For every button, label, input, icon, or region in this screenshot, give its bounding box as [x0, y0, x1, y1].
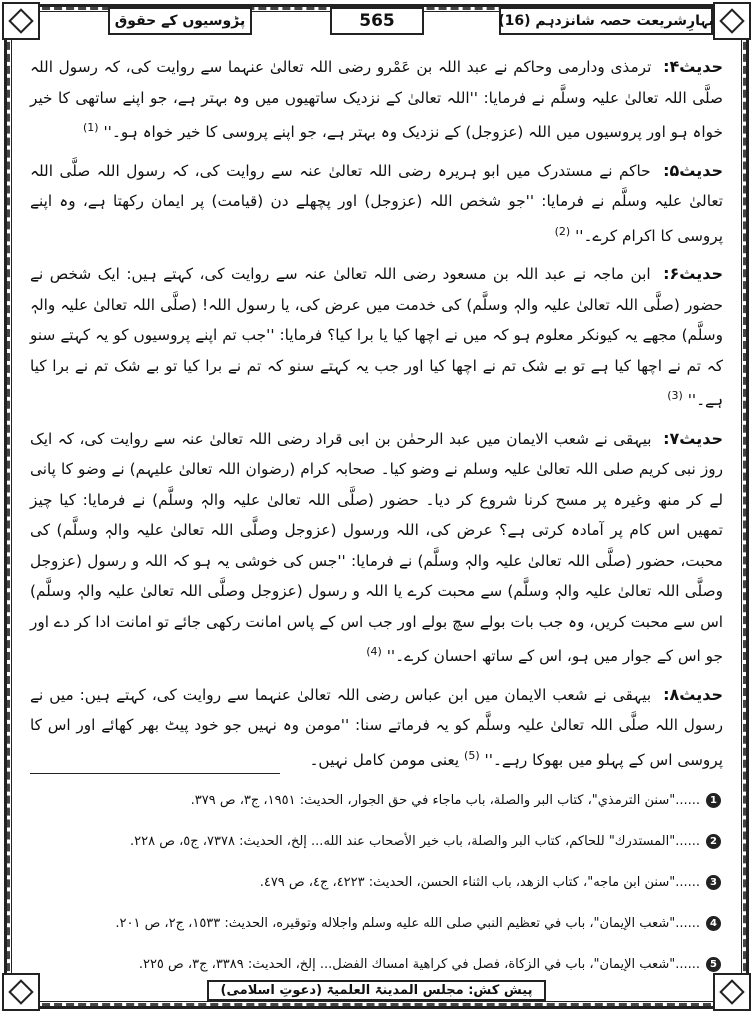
hadith-title: حدیث۷:: [663, 428, 723, 448]
footnote-item: [30, 903, 721, 944]
hadith-paragraph: [30, 52, 723, 148]
footnote-number-badge: 3: [706, 875, 721, 890]
footnote-text: ......"شعب الإيمان"، باب في الزكاة، فصل في كراهية امساك الفضل... إلخ، الحديث: ٣٣٨٩، ج٣، ص ٢٢٥.: [138, 957, 700, 972]
hadith-text: حاکم نے مستدرک میں ابو ہریرہ رضی اللہ تعالیٰ عنہ سے روایت کی، کہ رسول اللہ صلَّی اللہ تعالیٰ علیہ وسلَّم نے فرمایا: ''جو شخص اللہ (عزوجل) اور پچھلے دن (قیامت) پر ایمان رکھتا ہے، وہ اپنے پروسی کا اکرام کرے۔'': [30, 161, 723, 245]
hadith-paragraph: [30, 156, 723, 252]
footnotes: [30, 780, 721, 985]
footnote-number-badge: 1: [706, 793, 721, 808]
footnote-item: [30, 821, 721, 862]
hadith-title: حدیث۴:: [663, 57, 723, 76]
footnote-divider: [30, 773, 280, 774]
page-number: 565: [330, 7, 424, 35]
footnote-number-badge: 2: [706, 834, 721, 849]
page-header: [30, 5, 723, 35]
footnote-ref: (1): [83, 121, 99, 134]
footnote-item: [30, 780, 721, 821]
footnote-ref: (2): [554, 224, 571, 238]
footnote-ref: (3): [667, 389, 683, 403]
footnote-text: ......"سنن ابن ماجه"، كتاب الزهد، باب الثناء الحسن، الحديث: ٤٢٢٣، ج٤، ص ٤٧٩.: [259, 875, 700, 890]
chapter-title: پڑوسیوں کے حقوق: [108, 7, 252, 35]
hadith-text: بیہقی نے شعب الایمان میں ابن عباس رضی اللہ تعالیٰ عنہما سے روایت کی، کہتے ہیں: میں نے رسول اللہ صلَّی اللہ تعالیٰ علیہ وسلَّم کو یہ فرماتے سنا: ''مومن وہ نہیں جو خود پیٹ بھر کھائے اور اس کا پروسی اس کے پہلو میں بھوکا رہے۔'': [30, 685, 723, 769]
hadith-paragraph: [30, 259, 723, 416]
hadith-title: حدیث۵:: [663, 160, 723, 180]
hadith-paragraph: [30, 680, 723, 776]
footnote-text: ......"شعب الإيمان"، باب في تعظيم النبي صلى الله عليه وسلم واجلاله وتوقيره، الحديث: ١٥٣٣، ج٢، ص ٢٠١.: [115, 916, 700, 931]
book-title: بہارِشریعت حصہ شانزدہم (16): [499, 7, 713, 35]
hadith-title: حدیث۶:: [663, 264, 723, 284]
footnote-number-badge: 4: [706, 916, 721, 931]
publisher-credit: پیش کش: مجلس المدینۃ العلمیۃ (دعوتِ اسلامی): [207, 980, 547, 1001]
footnote-item: [30, 862, 721, 903]
hadith-paragraph: [30, 424, 723, 672]
main-text: [30, 52, 723, 783]
page-footer: [0, 975, 753, 1005]
footnote-ref: (4): [366, 645, 382, 659]
footnote-text: ......"المستدرك" للحاكم، كتاب البر والصلة، باب خير الأصحاب عند الله... إلخ، الحديث: ٧٣٧٨، ج٥، ص ٢٢٨.: [130, 834, 700, 849]
footnote-ref: (5): [464, 748, 480, 762]
footnote-text: ......"سنن الترمذي"، كتاب البر والصلة، باب ماجاء في حق الجوار، الحديث: ١٩٥١، ج٣، ص ٣٧٩.: [190, 793, 700, 808]
hadith-text: بیہقی نے شعب الایمان میں عبد الرحمٰن بن ابی قراد رضی اللہ تعالیٰ عنہ سے روایت کی، کہ ایک روز نبی کریم صلی اللہ تعالیٰ علیہ وسلم نے وضو کیا۔ صحابہ کرام (رضوان اللہ تعالیٰ علیہم) نے وضو کا پانی لے کر منھ وغیرہ پر مسح کرنا شروع کر دیا۔ حضور (صلَّی اللہ تعالیٰ علیہ والہٖ وسلَّم) نے فرمایا: کیا چیز تمھیں اس کام پر آمادہ کرتی ہے؟ عرض کی، اللہ ورسول (عزوجل وصلَّی اللہ تعالیٰ علیہ والہٖ وسلَّم) کی محبت، حضور (صلَّی اللہ تعالیٰ علیہ والہٖ وسلَّم) نے فرمایا: ''جس کی خوشی یہ ہو کہ اللہ و رسول (عزوجل وصلَّی اللہ تعالیٰ علیہ والہٖ وسلَّم) سے محبت کرے یا اللہ و رسول (عزوجل وصلَّی اللہ تعالیٰ علیہ والہٖ وسلَّم) اس سے محبت کریں، وہ جب بات بولے سچ بولے اور جب اس کے پاس امانت رکھی جائے تو امانت ادا کر دے اور جو اس کے جوار میں ہو، اس کے ساتھ احسان کرے۔'': [30, 429, 723, 666]
footnote-number-badge: 5: [706, 957, 721, 972]
hadith-tail: یعنی مومن کامل نہیں۔: [309, 750, 460, 769]
hadith-text: ترمذی ودارمی وحاکم نے عبد اللہ بن عَمْرو رضی اللہ تعالیٰ عنہما سے روایت کی، کہ رسول اللہ صلَّی اللہ تعالیٰ علیہ وسلَّم نے فرمایا: ''اللہ تعالیٰ کے نزدیک ساتھیوں میں وہ بہتر ہے، جو اپنے ساتھی کا خیر خواہ ہو اور پروسیوں میں اللہ (عزوجل) کے نزدیک وہ بہتر ہے، جو اپنے پروسی کا خیر خواہ ہو۔'': [30, 58, 723, 142]
hadith-title: حدیث۸:: [663, 684, 723, 704]
hadith-text: ابن ماجہ نے عبد اللہ بن مسعود رضی اللہ تعالیٰ عنہ سے روایت کی، کہتے ہیں: ایک شخص نے حضور (صلَّی اللہ تعالیٰ علیہ والہٖ وسلَّم) کی خدمت میں عرض کی، یا رسول اللہ! (صلَّی اللہ تعالیٰ علیہ والہٖ وسلَّم) مجھے یہ کیونکر معلوم ہو کہ میں نے اچھا کیا یا برا کیا؟ فرمایا: ''جب تم اپنے پروسیوں کو یہ کہتے سنو کہ تم نے اچھا کیا ہے تو بے شک تم نے اچھا کیا اور جب یہ کہتے سنو کہ تم نے برا کیا تو بے شک تم نے برا کیا ہے۔'': [30, 265, 723, 410]
